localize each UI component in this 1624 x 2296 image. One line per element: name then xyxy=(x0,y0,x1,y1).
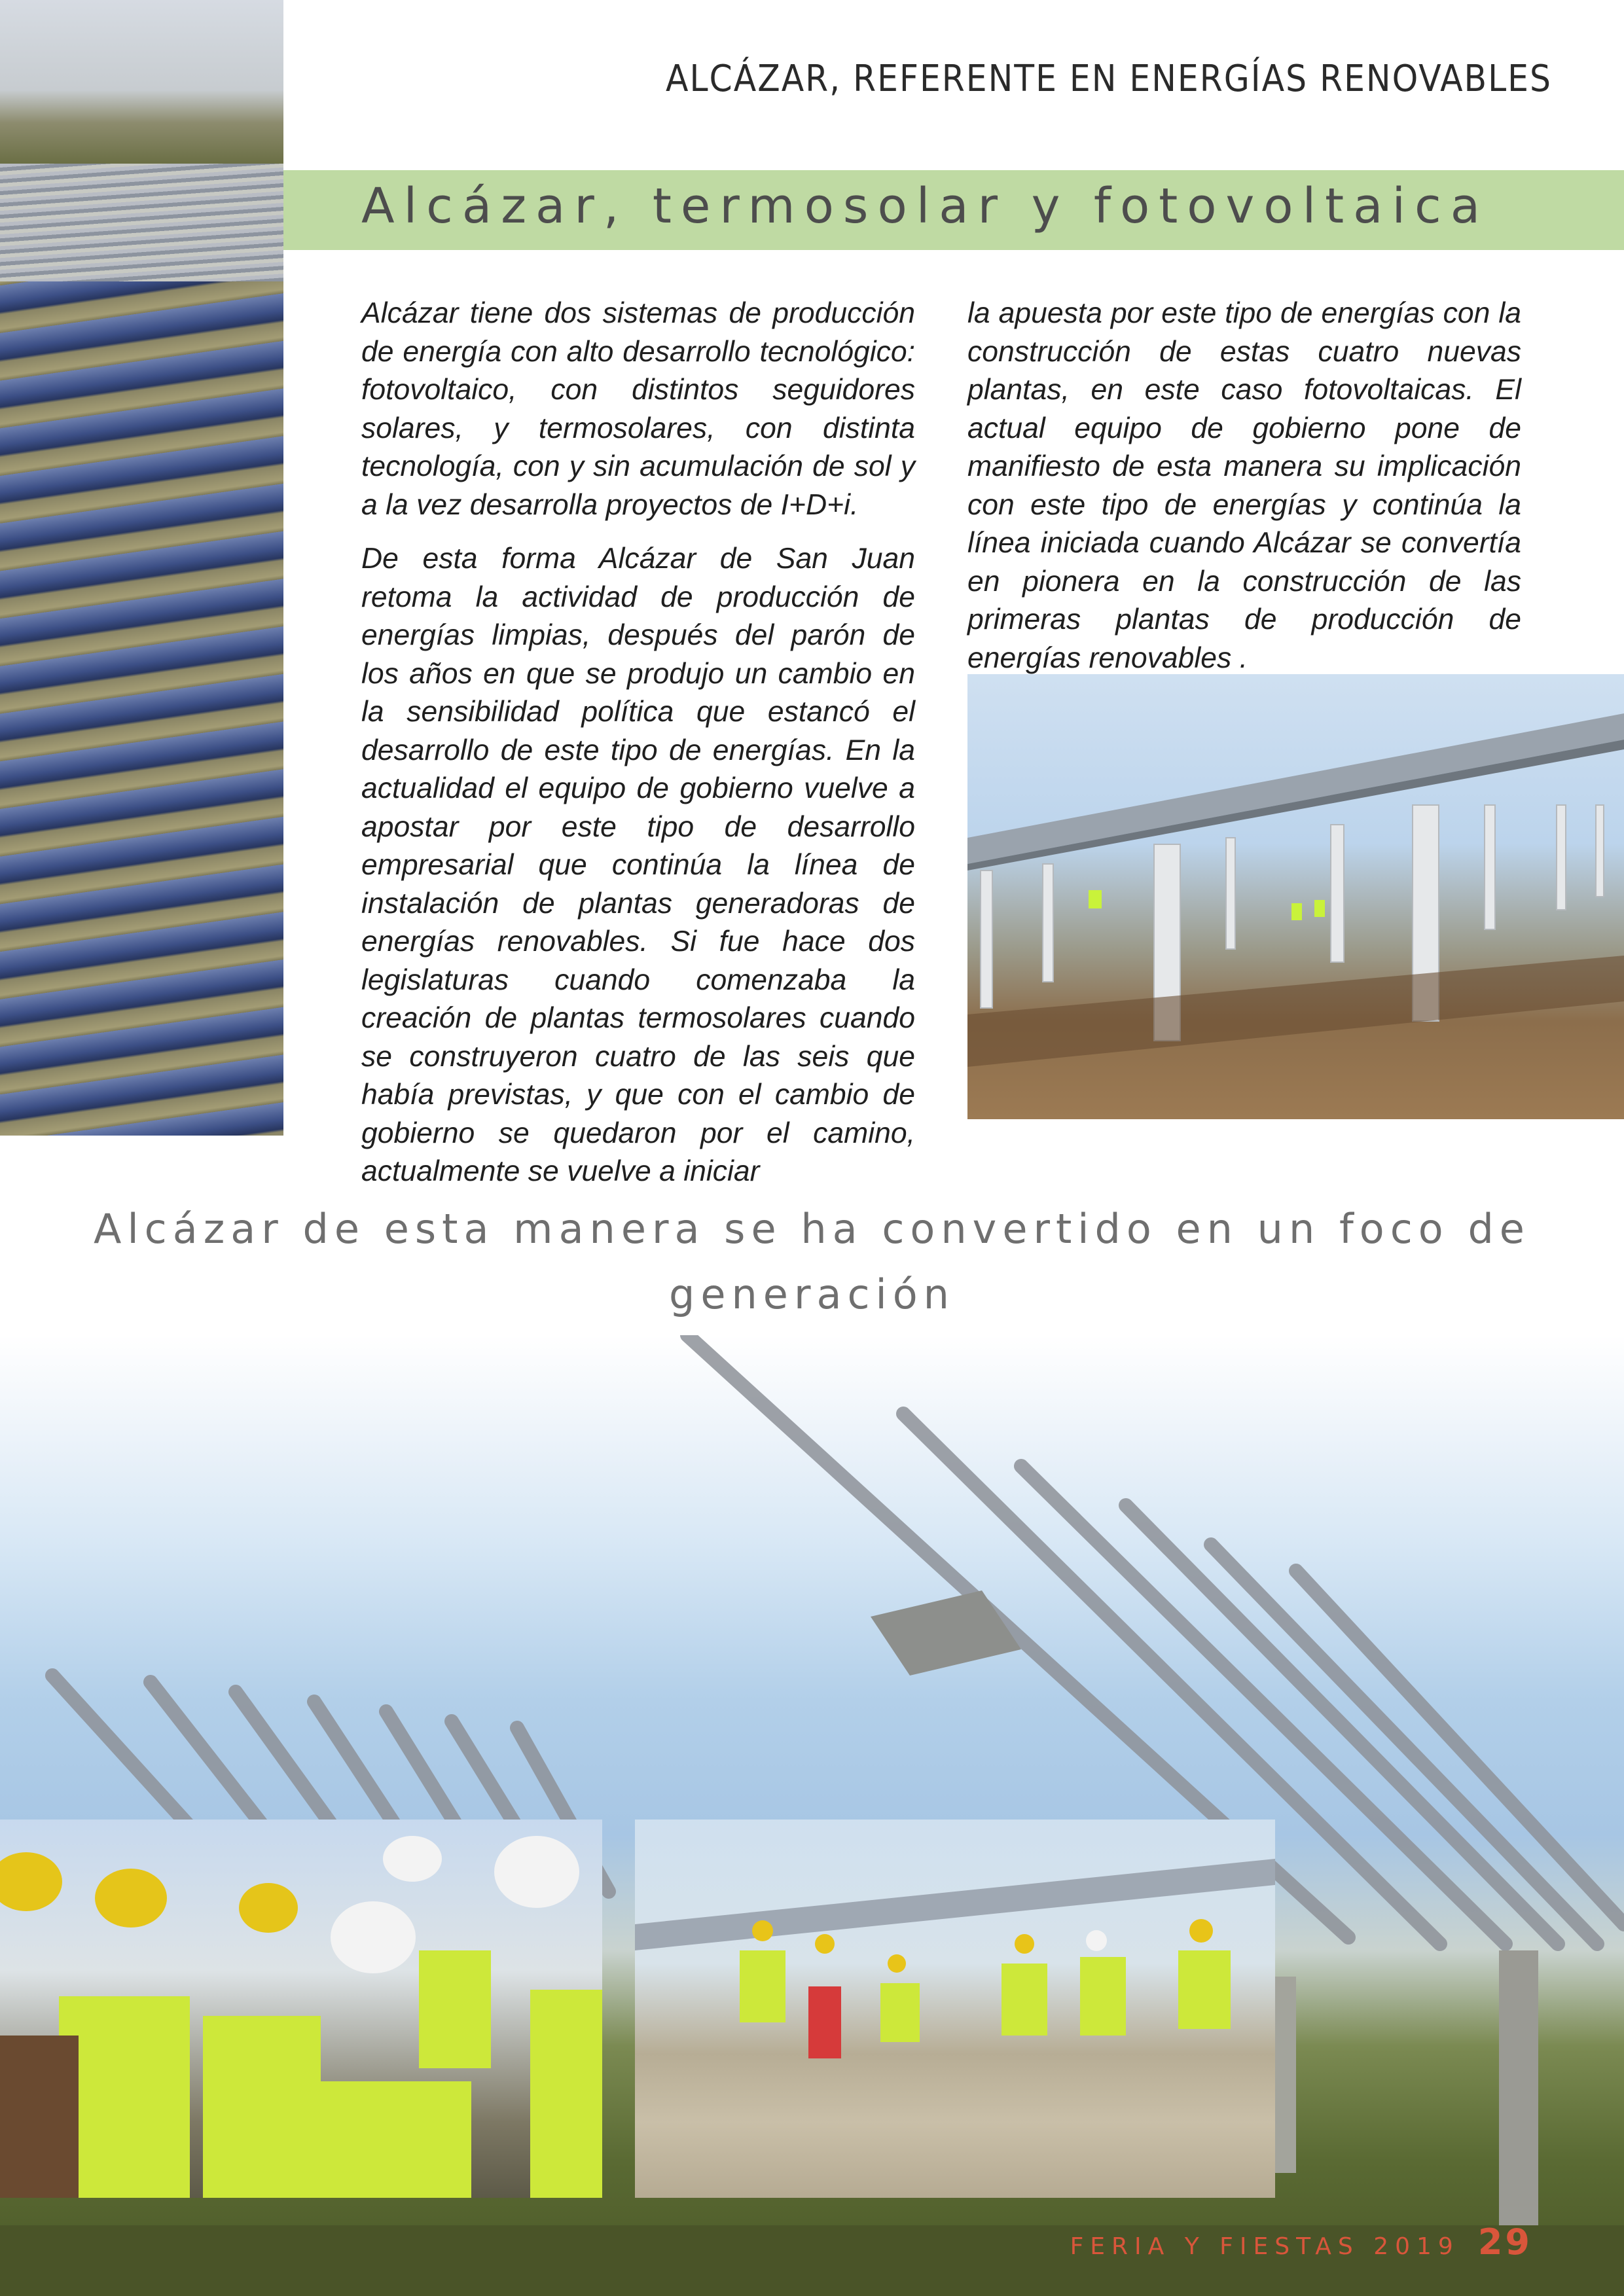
section-title: Alcázar, termosolar y fotovoltaica xyxy=(361,178,1490,234)
footer-label: FERIA Y FIESTAS 2019 xyxy=(1070,2233,1460,2260)
aerial-distant-field xyxy=(0,164,283,281)
article-right-column xyxy=(967,295,1521,693)
article-paragraph: la apuesta por este tipo de energías con la construcción de estas cuatro nuevas plantas, en este caso fotovoltaicas. El actual equipo de gobierno pone de manifiesto de esta manera su implicación con este tipo de energías y continúa la línea iniciada cuando Alcázar se convertía en pionera en la construcción de las primeras plantas de producción de energías renovables . xyxy=(967,297,1521,674)
group-people-illustration xyxy=(635,1820,1275,2198)
solar-tracker-photo xyxy=(967,674,1624,1119)
visit-group-photo-left xyxy=(0,1820,602,2198)
page-number: 29 xyxy=(1477,2221,1532,2263)
article-paragraph: De esta forma Alcázar de San Juan retoma la actividad de producción de energías limpias, después del parón de los años en que se produjo un cambio en la sensibilidad política que estancó el desarrollo de este tipo de energías. En la actualidad el equipo de gobierno vuelve a apostar por este tipo de desarrollo empresarial que continúa la línea de instalación de plantas generadoras de energías renovables. Si fue hace dos legislaturas cuando comenzaba la creación de plantas termosolares cuando se construyeron cuatro de las seis que había previstas, y que con el cambio de gobierno se quedaron por el camino, actualmente se vuelve a iniciar xyxy=(361,543,915,1187)
pull-quote-line: Alcázar de esta manera se ha convertido en un foco de generación xyxy=(94,1205,1530,1318)
group-people-illustration xyxy=(0,1820,602,2198)
article-paragraph: Alcázar tiene dos sistemas de producción de energía con alto desarrollo tecnológico: fotovoltaico, con distintos seguidores solares, y termosolares, con distinta tecnología, con y sin acumulación de sol y a la vez desarrolla proyectos de I+D+i. xyxy=(361,297,915,521)
running-title: ALCÁZAR, REFERENTE EN ENERGÍAS RENOVABLES xyxy=(666,58,1552,100)
aerial-horizon xyxy=(0,0,283,164)
aerial-solar-field-photo xyxy=(0,0,283,1136)
page-footer xyxy=(1070,2221,1532,2263)
tracker-structures-illustration xyxy=(967,674,1624,1119)
visit-group-photo-right xyxy=(635,1820,1275,2198)
article-left-column xyxy=(361,295,915,1207)
